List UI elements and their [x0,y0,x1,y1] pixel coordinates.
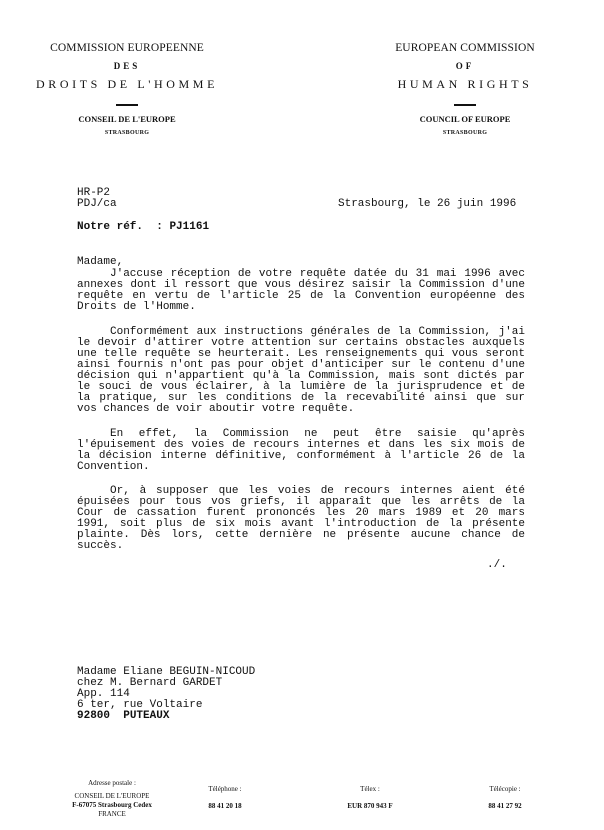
recipient-line1: Madame Eliane BEGUIN-NICOUD [77,666,256,678]
footer-telephone [195,785,255,811]
letterhead-right-line2: OF [455,61,475,71]
place-date: Strasbourg, le 26 juin 1996 [338,198,517,210]
footer-telex-label: Télex : [360,785,380,793]
paragraph-2-text: Conformément aux instructions générales de la Commission, j'ai le devoir d'attirer votre attention sur certains obstacles auxquels une telle requête se heurterait. Les renseignements qui vous seront ainsi fournis n'ont pas pour objet d'anticiper sur le contenu d'une décision qui n'appartient qu'à la Commission, mais sont dictés par le souci de vous éclairer, à la lumière de la jurisprudence et de la pratique, sur les conditions de la recevabilité ainsi que sur vos chances de voir aboutir votre requête. [77,326,525,415]
letterhead-left-line3: DROITS DE L'HOMME [35,77,219,91]
footer-telephone-value: 88 41 20 18 [208,802,242,810]
letterhead-left [12,40,242,138]
recipient-line3: App. 114 [77,688,130,700]
salutation: Madame, [77,256,124,268]
footer-postal-label: Adresse postale : [88,779,136,787]
letterhead-right-line4: COUNCIL OF EUROPE [419,113,511,124]
letterhead-right-line3: HUMAN RIGHTS [397,77,533,91]
footer-postal-line3: FRANCE [98,810,126,818]
letterhead-right-line1: EUROPEAN COMMISSION [395,42,535,54]
footer-postal-line1: CONSEIL DE L'EUROPE [74,792,150,800]
letterhead-left-line1: COMMISSION EUROPEENNE [50,42,204,54]
footer-fax-label: Télécopie : [489,785,521,793]
footer-fax-value: 88 41 27 92 [488,802,522,810]
paragraph-4-text: Or, à supposer que les voies de recours internes aient été épuisées pour tous vos griefs, il apparaît que les arrêts de la Cour de cassation furent prononcés les 20 mars 1989 et 20 mars 1991, soit plus de six mois avant l'introduction de la présente plainte. Dès lors, cette dernière ne présente aucune chance de succès. [77,485,525,552]
reference-codes [77,188,117,210]
letterhead-right [350,40,580,138]
recipient-line2: chez M. Bernard GARDET [77,677,223,689]
paragraph-3 [77,429,525,473]
footer-telex [330,785,410,811]
reference-code-1: HR-P2 [77,187,111,199]
footer-postal-address [52,779,172,819]
paragraph-1 [77,269,525,313]
paragraph-2 [77,327,525,415]
footer-fax [475,785,535,811]
recipient-postcode: 92800 [77,710,111,722]
footer-telex-value: EUR 870 943 F [347,802,393,810]
letterhead-right-divider [454,104,476,106]
recipient-line4: 6 ter, rue Voltaire [77,699,203,711]
letterhead-left-divider [116,104,138,106]
recipient-address [77,667,255,722]
paragraph-4 [77,486,525,552]
footer-postal-line2: F-67075 Strasbourg Cedex [72,801,152,809]
paragraph-3-text: En effet, la Commission ne peut être saisie qu'après l'épuisement des voies de recours internes et dans les six mois de la décision interne définitive, conformément à l'article 26 de la Convention. [77,428,525,473]
letterhead-left-line2: DES [113,61,141,71]
footer-telephone-label: Téléphone : [208,785,242,793]
our-reference-label: Notre réf. : [77,221,163,233]
letterhead-left-line5: STRASBOURG [104,129,150,136]
recipient-city-line [77,711,255,722]
our-reference [77,221,209,233]
continuation-mark: ./. [487,559,507,571]
letterhead-right-line5: STRASBOURG [442,129,488,136]
recipient-city: PUTEAUX [123,710,170,722]
reference-code-2: PDJ/ca [77,198,117,210]
paragraph-1-text: J'accuse réception de votre requête datée du 31 mai 1996 avec annexes dont il ressort que vous désirez saisir la Commission d'une requête en vertu de l'article 25 de la Convention européenne des Droits de l'Homme. [77,268,525,313]
our-reference-value: PJ1161 [169,221,210,233]
letterhead-left-line4: CONSEIL DE L'EUROPE [78,113,176,124]
